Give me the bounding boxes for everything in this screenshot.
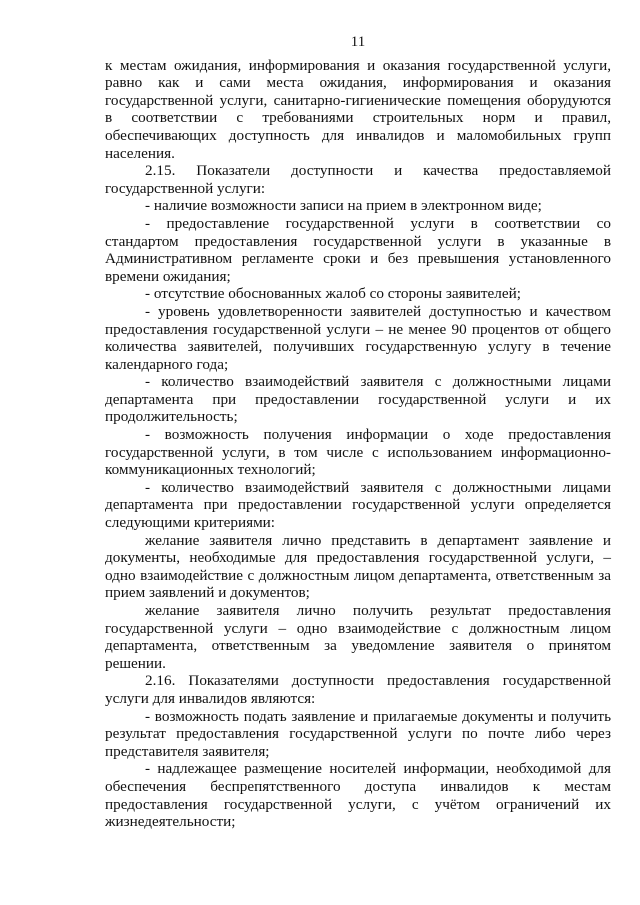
section-heading-2-15: 2.15. Показатели доступности и качества предоставляемой государственной услуги:: [105, 162, 611, 197]
list-item: - количество взаимодействий заявителя с должностными лицами департамента при предоставлении государственной услуги определяется следующими критериями:: [105, 478, 611, 532]
list-item: - уровень удовлетворенности заявителей доступностью и качеством предоставления государственной услуги – не менее 90 процентов от общего количества заявителей, получивших государственную услугу в течение календарного года;: [105, 302, 611, 373]
document-page: [105, 34, 611, 831]
list-item: - возможность подать заявление и прилагаемые документы и получить результат предоставления государственной услуги по почте либо через представителя заявителя;: [105, 707, 611, 760]
page-number: 11: [350, 34, 366, 50]
list-item: - количество взаимодействий заявителя с должностными лицами департамента при предоставлении государственной услуги и их продолжительность;: [105, 373, 611, 426]
criterion-item: желание заявителя лично получить результат предоставления государственной услуги – одно взаимодействие с должностным лицом департамента, ответственным за уведомление заявителя о принятом решении.: [105, 602, 611, 672]
section-heading-2-16: 2.16. Показателями доступности предоставления государственной услуги для инвалидов являются:: [105, 672, 611, 707]
list-item: - надлежащее размещение носителей информации, необходимой для обеспечения беспрепятственного доступа инвалидов к местам предоставления государственной услуги, с учётом ограничений их жизнедеятельности;: [105, 760, 611, 831]
list-item: - отсутствие обоснованных жалоб со стороны заявителей;: [145, 285, 521, 303]
paragraph: к местам ожидания, информирования и оказания государственной услуги, равно как и сами места ожидания, информирования и оказания государственной услуги, санитарно-гигиенические помещения оборудуются в соответствии с требованиями строительных норм и правил, обеспечивающих доступность для инвалидов и маломобильных групп населения.: [105, 56, 611, 162]
list-item: - наличие возможности записи на прием в электронном виде;: [145, 197, 542, 215]
list-item: - предоставление государственной услуги в соответствии со стандартом предоставления государственной услуги в указанные в Административном регламенте сроки и без превышения установленного времени ожидания;: [105, 214, 611, 285]
list-item: - возможность получения информации о ходе предоставления государственной услуги, в том числе с использованием информационно-коммуникационных технологий;: [105, 426, 611, 479]
criterion-item: желание заявителя лично представить в департамент заявление и документы, необходимые для предоставления государственной услуги, – одно взаимодействие с должностным лицом департамента, ответственным за прием заявлений и документов;: [105, 531, 611, 602]
